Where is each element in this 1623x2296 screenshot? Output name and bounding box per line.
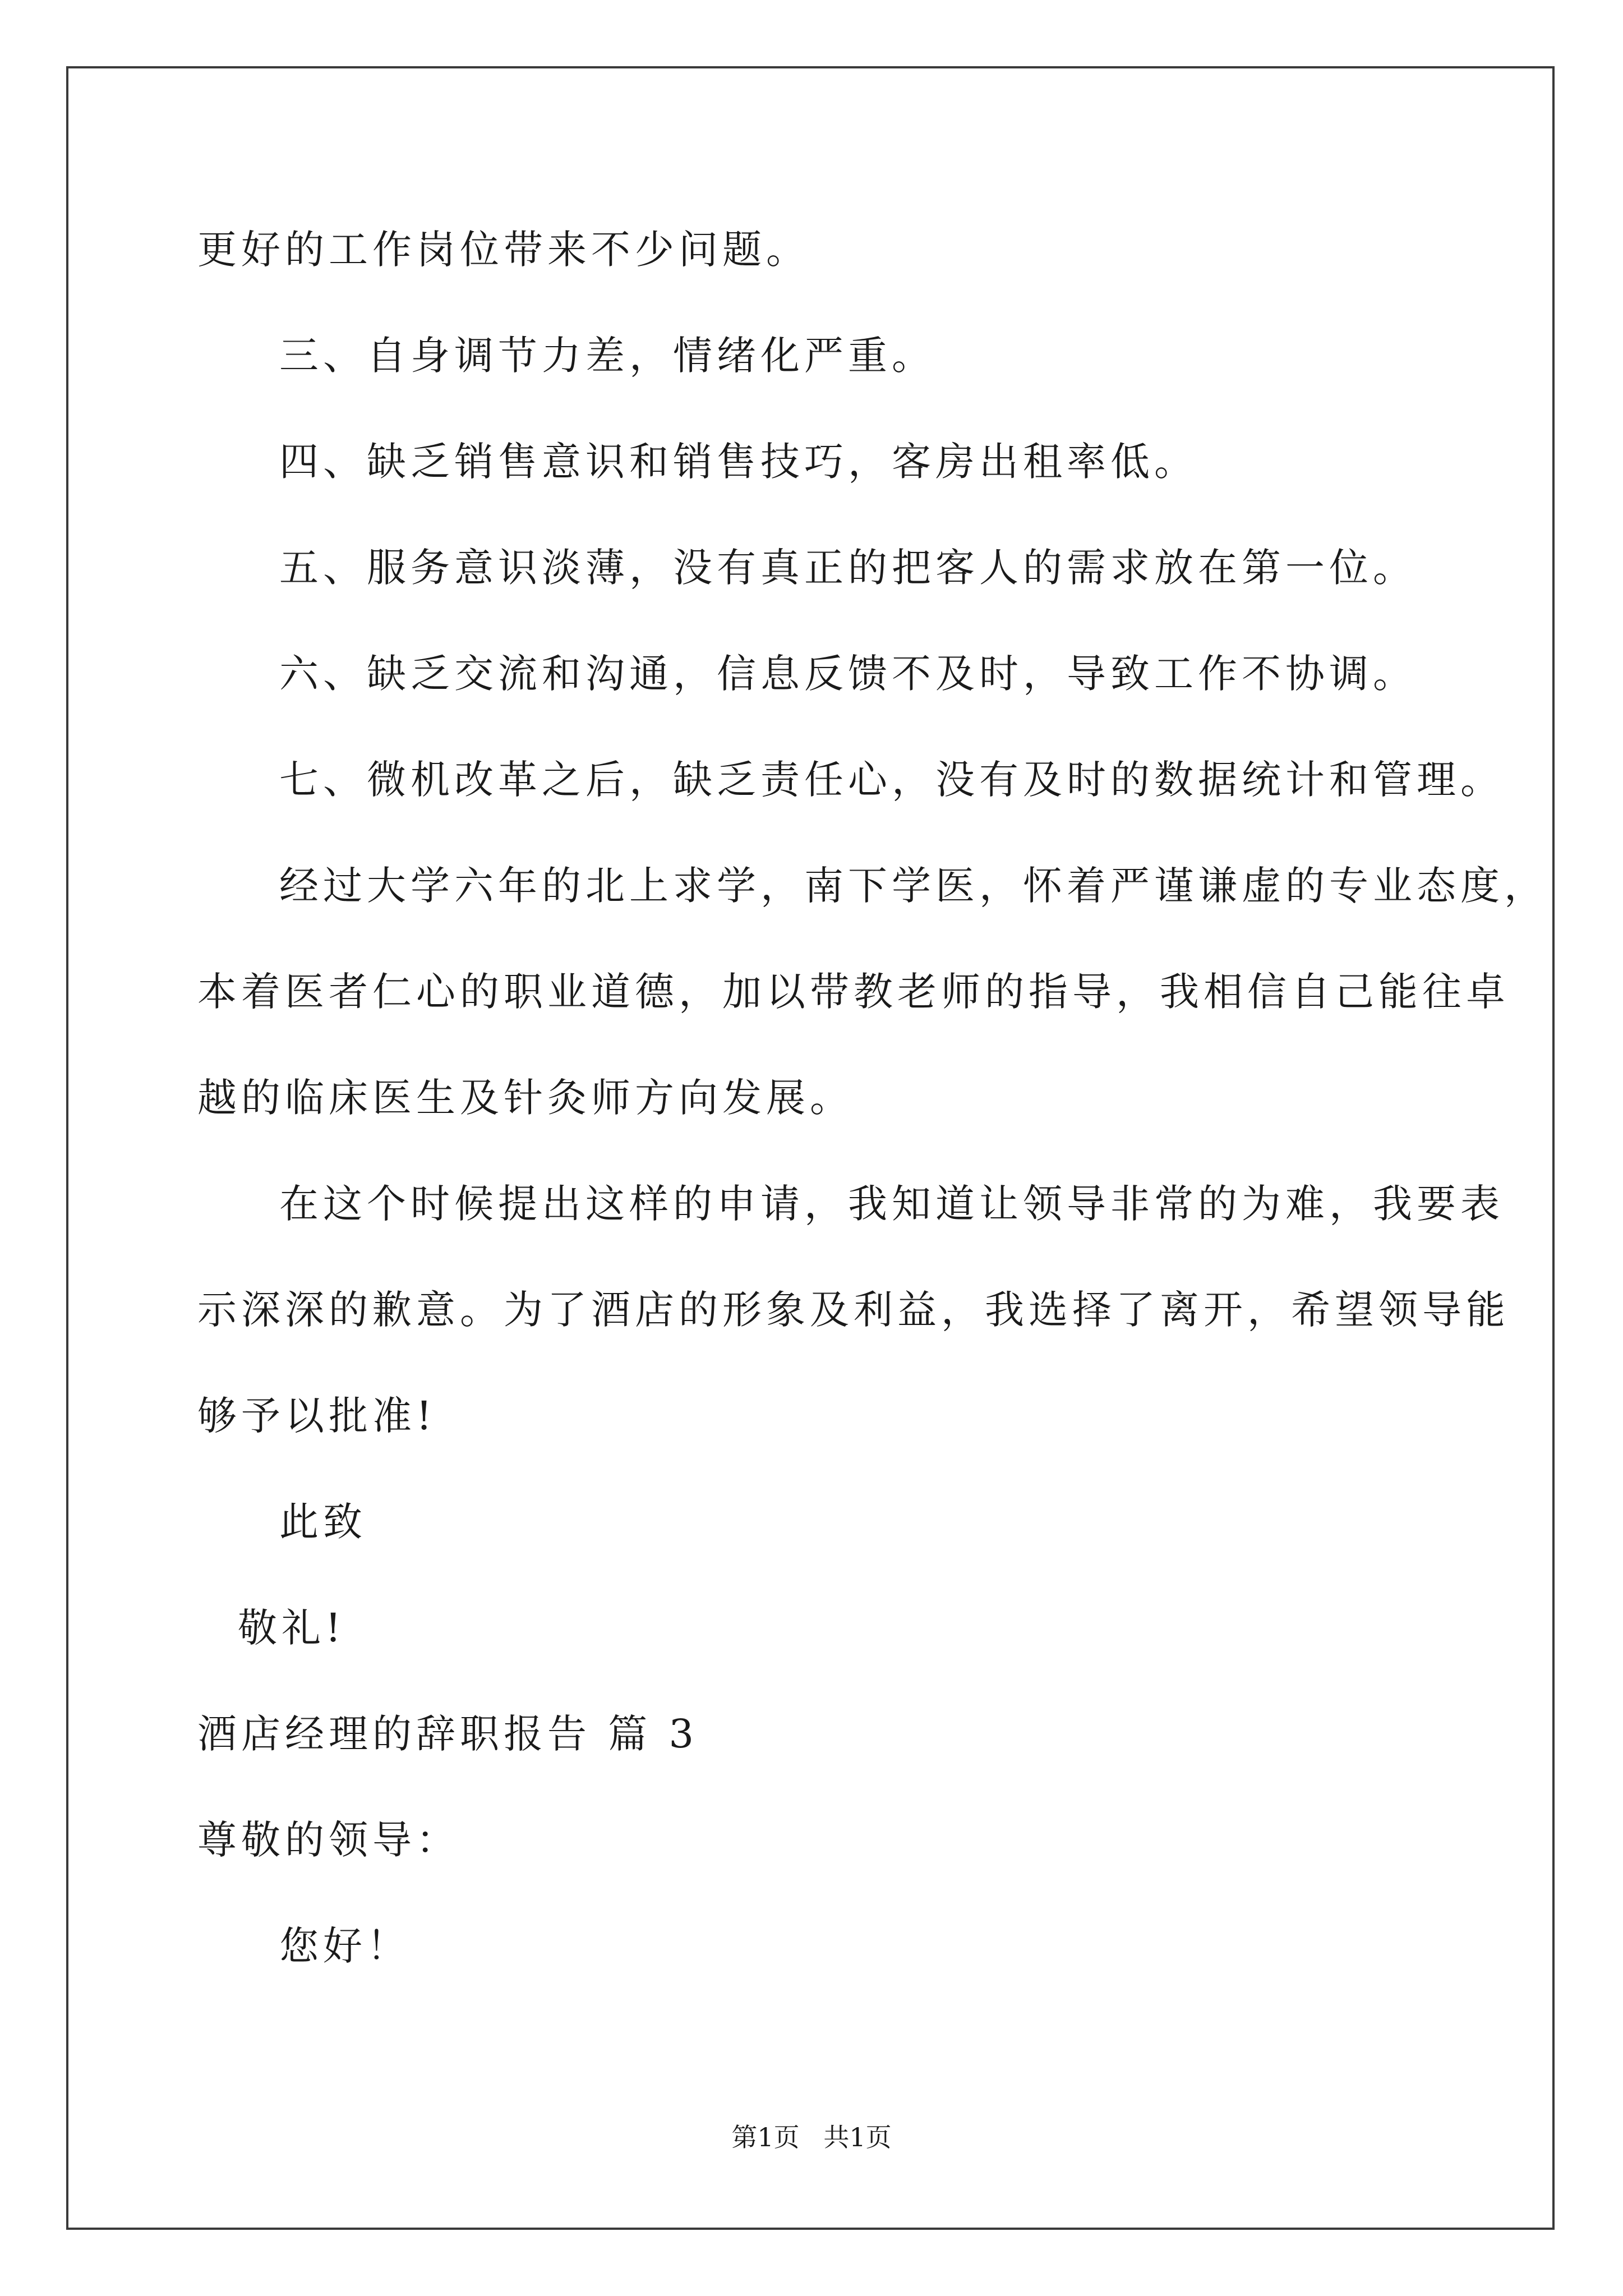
page-number: 第1页 xyxy=(731,2122,800,2152)
body-text-line: 示深深的歉意。为了酒店的形象及利益，我选择了离开，希望领导能 xyxy=(197,1287,1510,1333)
body-text-line: 四、缺乏销售意识和销售技巧，客房出租率低。 xyxy=(279,439,1198,485)
closing-line: 此致 xyxy=(279,1499,367,1545)
greeting-line: 尊敬的领导： xyxy=(197,1817,460,1863)
body-text-line: 五、服务意识淡薄，没有真正的把客人的需求放在第一位。 xyxy=(279,545,1417,591)
body-text-line: 本着医者仁心的职业道德，加以带教老师的指导，我相信自己能往卓 xyxy=(197,969,1510,1015)
page-footer xyxy=(0,2120,1623,2154)
body-text-line: 够予以批准! xyxy=(197,1393,437,1439)
body-text-line: 六、缺乏交流和沟通，信息反馈不及时，导致工作不协调。 xyxy=(279,651,1417,697)
body-text-line: 三、自身调节力差，情绪化严重。 xyxy=(279,333,935,379)
section-heading: 酒店经理的辞职报告 篇 3 xyxy=(197,1711,699,1757)
body-text-line: 更好的工作岗位带来不少问题。 xyxy=(197,227,810,273)
body-text-line: 经过大学六年的北上求学，南下学医，怀着严谨谦虚的专业态度， xyxy=(279,863,1548,909)
page-total: 共1页 xyxy=(823,2122,892,2152)
body-text-line: 在这个时候提出这样的申请，我知道让领导非常的为难，我要表 xyxy=(279,1181,1504,1227)
body-text-line: 越的临床医生及针灸师方向发展。 xyxy=(197,1075,854,1121)
body-text-line: 七、微机改革之后，缺乏责任心，没有及时的数据统计和管理。 xyxy=(279,757,1504,803)
greeting-line: 您好！ xyxy=(279,1923,411,1969)
page-border xyxy=(66,66,1555,2230)
salutation-line: 敬礼! xyxy=(238,1605,346,1651)
